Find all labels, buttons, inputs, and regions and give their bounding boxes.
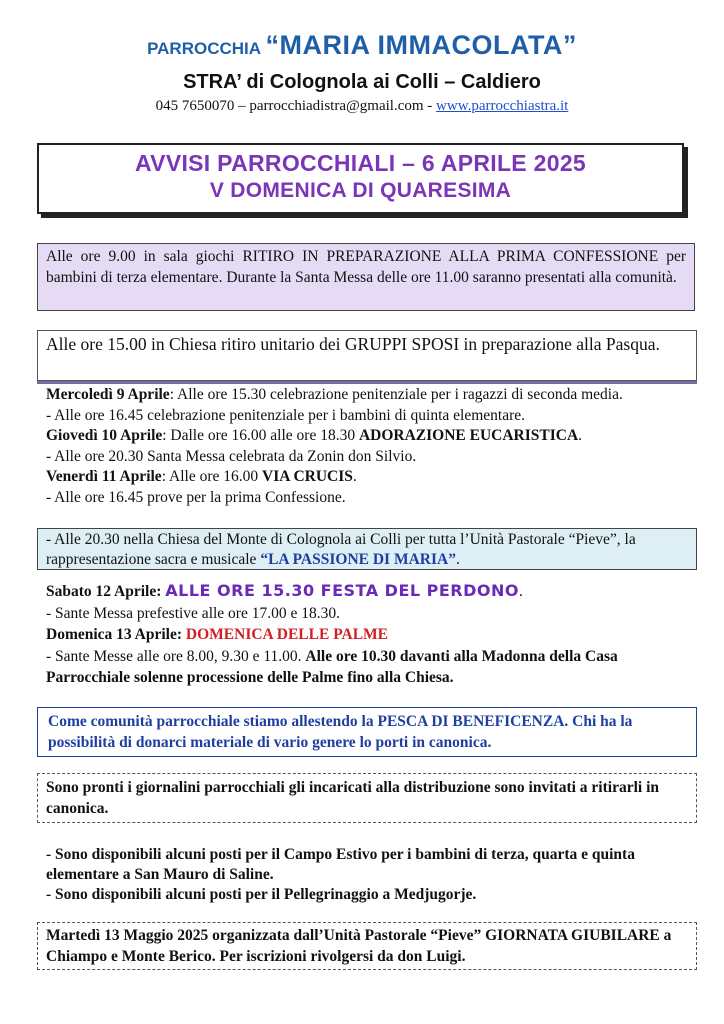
thursday-item xyxy=(46,426,686,447)
parish-prefix: PARROCCHIA xyxy=(147,39,262,58)
weekend-schedule xyxy=(46,580,686,689)
wednesday-day: Mercoledì 9 Aprile xyxy=(46,386,170,403)
availability-notices xyxy=(46,845,686,905)
passion-end: . xyxy=(455,551,460,568)
thursday-event: ADORAZIONE EUCARISTICA xyxy=(358,427,579,444)
thursday-item-2: - Alle ore 20.30 Santa Messa celebrata da Zonin don Silvio. xyxy=(46,447,417,465)
spouses-notice xyxy=(37,330,697,381)
notices-title: AVVISI PARROCCHIALI – 6 APRILE 2025 xyxy=(134,150,586,176)
friday-text: : Alle ore 16.00 xyxy=(161,468,262,485)
thursday-end: . xyxy=(578,427,583,444)
pilgrimage-item: - Sono disponibili alcuni posti per il Pellegrinaggio a Medjugorje. xyxy=(46,886,477,903)
thursday-day: Giovedì 10 Aprile xyxy=(46,427,163,444)
wednesday-item-2: - Alle ore 16.45 celebrazione penitenziale per i bambini di quinta elementare. xyxy=(46,406,526,424)
parish-name: “MARIA IMMACOLATA” xyxy=(265,30,577,60)
charity-text: Come comunità parrocchiale stiamo allestendo la PESCA DI BENEFICENZA. Chi ha la possibilità di donarci materiale di vario genere lo porti in canonica. xyxy=(48,713,633,751)
friday-event: VIA CRUCIS xyxy=(262,468,353,485)
passion-text: - Alle 20.30 nella Chiesa del Monte di Colognola ai Colli per tutta l’Unità Pastorale “Pieve”, la rappresentazione sacra e musicale xyxy=(46,531,636,568)
saturday-colon: : xyxy=(156,583,166,600)
passion-notice xyxy=(37,528,697,570)
sunday-event: DOMENICA DELLE PALME xyxy=(185,626,389,643)
friday-item-2: - Alle ore 16.45 prove per la prima Confessione. xyxy=(46,488,346,506)
sunday-item-2 xyxy=(46,646,686,689)
parish-location: STRA’ di Colognola ai Colli – Caldiero xyxy=(183,71,541,93)
retreat-text: Alle ore 9.00 in sala giochi RITIRO IN PREPARAZIONE ALLA PRIMA CONFESSIONE per bambini di terza elementare. Durante la Santa Messa delle ore 11.00 saranno presentati alla comunità. xyxy=(46,248,686,286)
sunday-colon: : xyxy=(176,626,186,643)
charity-notice xyxy=(37,707,697,757)
friday-day: Venerdì 11 Aprile xyxy=(46,468,162,485)
weekday-schedule xyxy=(46,385,686,508)
friday-item xyxy=(46,467,686,488)
thursday-text: : Dalle ore 16.00 alle ore 18.30 xyxy=(162,427,359,444)
parish-title xyxy=(0,28,724,67)
saturday-item xyxy=(46,580,686,603)
retreat-notice xyxy=(37,243,695,311)
sunday-procession: Alle ore 10.30 davanti alla Madonna della Casa Parrocchiale solenne processione delle Palme fino alla Chiesa. xyxy=(46,647,618,686)
sunday-masses: - Sante Messe alle ore 8.00, 9.30 e 11.00. xyxy=(46,647,306,665)
sunday-item xyxy=(46,624,686,646)
jubilee-text: Martedì 13 Maggio 2025 organizzata dall’Unità Pastorale “Pieve” GIORNATA GIUBILARE a Chiampo e Monte Berico. Per iscrizioni rivolgersi da don Luigi. xyxy=(46,927,672,965)
wednesday-text: : Alle ore 15.30 celebrazione penitenziale per i ragazzi di seconda media. xyxy=(169,386,623,403)
parish-header xyxy=(0,28,724,115)
sunday-day: Domenica 13 Aprile xyxy=(46,626,177,643)
spouses-text: Alle ore 15.00 in Chiesa ritiro unitario dei GRUPPI SPOSI in preparazione alla Pasqua. xyxy=(46,334,660,354)
jubilee-notice xyxy=(37,922,697,970)
saturday-event: ALLE ORE 15.30 FESTA DEL PERDONO xyxy=(165,581,519,600)
newsletter-text: Sono pronti i giornalini parrocchiali gli incaricati alla distribuzione sono invitati a ritirarli in canonica. xyxy=(46,779,659,817)
saturday-item-2: - Sante Messa prefestive alle ore 17.00 e 18.30. xyxy=(46,604,340,622)
notices-subtitle: V DOMENICA DI QUARESIMA xyxy=(209,179,512,202)
summer-camp-item: - Sono disponibili alcuni posti per il Campo Estivo per i bambini di terza, quarta e quinta elementare a San Mauro di Saline. xyxy=(46,846,635,883)
contact-phone-email: 045 7650070 – parrocchiadistra@gmail.com - xyxy=(155,98,437,114)
contact-line xyxy=(0,98,724,115)
website-link[interactable]: www.parrocchiastra.it xyxy=(436,98,569,114)
wednesday-item xyxy=(46,385,686,406)
saturday-end: . xyxy=(519,583,523,600)
notices-title-box xyxy=(37,143,684,214)
saturday-day: Sabato 12 Aprile xyxy=(46,583,157,600)
newsletter-notice xyxy=(37,773,697,823)
passion-title: “LA PASSIONE DI MARIA” xyxy=(260,551,456,568)
friday-end: . xyxy=(352,468,357,485)
